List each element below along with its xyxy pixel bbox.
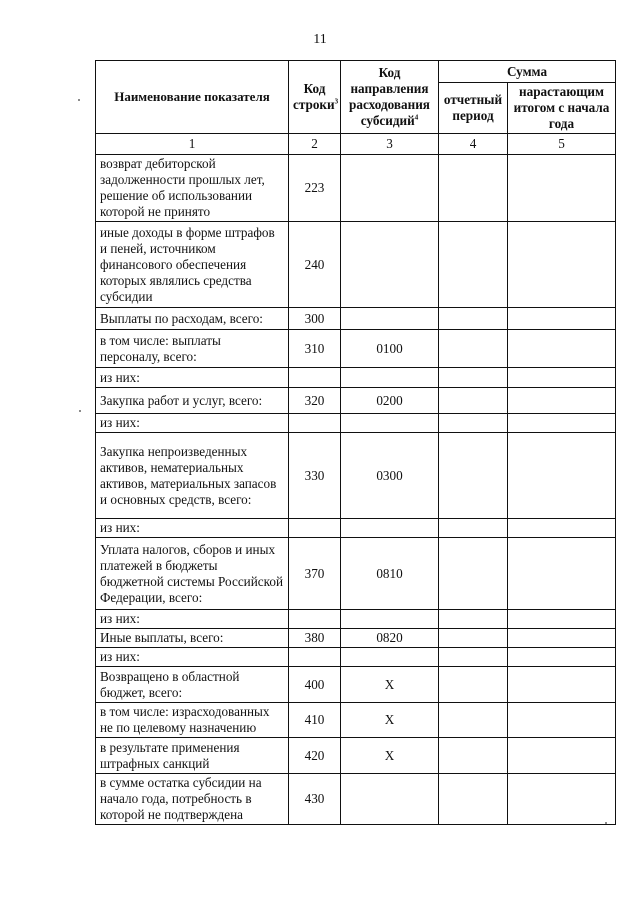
row-name: из них:	[96, 368, 289, 388]
column-number-row	[96, 134, 616, 155]
table-row	[96, 538, 616, 610]
row-line-code: 320	[289, 388, 341, 414]
column-number: 3	[341, 134, 439, 155]
row-direction-code	[341, 368, 439, 388]
table-row	[96, 222, 616, 308]
row-direction-code	[341, 222, 439, 308]
header-cumulative: нарастающим итогом с начала года	[508, 83, 616, 134]
row-name: возврат дебиторской задолженности прошлых лет, решение об использовании которой не принято	[96, 155, 289, 222]
row-line-code: 370	[289, 538, 341, 610]
table-row	[96, 667, 616, 703]
row-cumulative	[508, 433, 616, 519]
table-row	[96, 368, 616, 388]
scan-speck	[78, 99, 80, 101]
row-direction-code: 0300	[341, 433, 439, 519]
row-line-code: 410	[289, 703, 341, 738]
row-cumulative	[508, 155, 616, 222]
row-current-period	[439, 155, 508, 222]
table-row	[96, 703, 616, 738]
row-name: из них:	[96, 610, 289, 629]
row-line-code: 330	[289, 433, 341, 519]
row-name: в результате применения штрафных санкций	[96, 738, 289, 774]
row-current-period	[439, 308, 508, 330]
row-line-code: 430	[289, 774, 341, 825]
row-line-code: 400	[289, 667, 341, 703]
row-current-period	[439, 433, 508, 519]
direction-footnote: 4	[414, 113, 419, 122]
row-cumulative	[508, 703, 616, 738]
row-current-period	[439, 414, 508, 433]
row-current-period	[439, 538, 508, 610]
row-line-code: 223	[289, 155, 341, 222]
row-current-period	[439, 519, 508, 538]
row-cumulative	[508, 388, 616, 414]
table-row	[96, 648, 616, 667]
row-name: в том числе: израсходованных не по целевому назначению	[96, 703, 289, 738]
row-current-period	[439, 648, 508, 667]
row-name: из них:	[96, 648, 289, 667]
table-row	[96, 519, 616, 538]
row-current-period	[439, 703, 508, 738]
table-row	[96, 414, 616, 433]
row-cumulative	[508, 667, 616, 703]
row-cumulative	[508, 538, 616, 610]
row-name: иные доходы в форме штрафов и пеней, источником финансового обеспечения которых являлись средства субсидии	[96, 222, 289, 308]
row-line-code: 380	[289, 629, 341, 648]
page-number: 11	[313, 32, 327, 47]
line-code-footnote: 3	[334, 97, 339, 106]
row-direction-code: X	[341, 703, 439, 738]
row-line-code: 420	[289, 738, 341, 774]
table-row	[96, 433, 616, 519]
row-direction-code	[341, 519, 439, 538]
table-row	[96, 610, 616, 629]
column-number: 2	[289, 134, 341, 155]
row-cumulative	[508, 648, 616, 667]
table-row	[96, 330, 616, 368]
row-cumulative	[508, 774, 616, 825]
row-current-period	[439, 629, 508, 648]
header-sum: Сумма	[439, 61, 616, 83]
table-row	[96, 629, 616, 648]
row-direction-code	[341, 648, 439, 667]
row-line-code	[289, 648, 341, 667]
row-cumulative	[508, 414, 616, 433]
row-cumulative	[508, 330, 616, 368]
row-direction-code: 0200	[341, 388, 439, 414]
row-line-code: 300	[289, 308, 341, 330]
row-current-period	[439, 738, 508, 774]
row-direction-code: 0810	[341, 538, 439, 610]
row-direction-code	[341, 774, 439, 825]
row-line-code: 310	[289, 330, 341, 368]
row-current-period	[439, 610, 508, 629]
row-cumulative	[508, 610, 616, 629]
row-direction-code: X	[341, 667, 439, 703]
row-direction-code: 0100	[341, 330, 439, 368]
header-direction-code: Код направления расходования субсидий$^4$	[341, 61, 439, 134]
row-direction-code	[341, 414, 439, 433]
row-cumulative	[508, 308, 616, 330]
row-direction-code	[341, 155, 439, 222]
row-direction-code	[341, 610, 439, 629]
row-name: Иные выплаты, всего:	[96, 629, 289, 648]
row-cumulative	[508, 629, 616, 648]
row-current-period	[439, 330, 508, 368]
row-name: Уплата налогов, сборов и иных платежей в бюджеты бюджетной системы Российской Федерации, всего:	[96, 538, 289, 610]
table-row	[96, 155, 616, 222]
table-row	[96, 388, 616, 414]
row-cumulative	[508, 222, 616, 308]
row-current-period	[439, 774, 508, 825]
row-name: из них:	[96, 414, 289, 433]
row-direction-code	[341, 308, 439, 330]
header-indicator-name: Наименование показателя	[96, 61, 289, 134]
row-cumulative	[508, 738, 616, 774]
row-current-period	[439, 667, 508, 703]
row-direction-code: X	[341, 738, 439, 774]
row-name: в том числе: выплаты персоналу, всего:	[96, 330, 289, 368]
row-line-code	[289, 368, 341, 388]
header-current-period: отчетный период	[439, 83, 508, 134]
row-line-code	[289, 414, 341, 433]
row-line-code: 240	[289, 222, 341, 308]
row-current-period	[439, 388, 508, 414]
table-row	[96, 308, 616, 330]
row-line-code	[289, 519, 341, 538]
scan-speck	[79, 410, 81, 412]
scan-speck	[605, 822, 607, 824]
column-number: 1	[96, 134, 289, 155]
row-name: Закупка работ и услуг, всего:	[96, 388, 289, 414]
row-current-period	[439, 368, 508, 388]
row-cumulative	[508, 519, 616, 538]
header-line-code: Код строки$^3$	[289, 61, 341, 134]
row-name: в сумме остатка субсидии на начало года, потребность в которой не подтверждена	[96, 774, 289, 825]
report-table	[95, 60, 616, 825]
row-cumulative	[508, 368, 616, 388]
row-name: Закупка непроизведенных активов, нематериальных активов, материальных запасов и основных средств, всего:	[96, 433, 289, 519]
table-row	[96, 738, 616, 774]
row-name: Выплаты по расходам, всего:	[96, 308, 289, 330]
row-direction-code: 0820	[341, 629, 439, 648]
column-number: 5	[508, 134, 616, 155]
row-name: из них:	[96, 519, 289, 538]
row-current-period	[439, 222, 508, 308]
column-number: 4	[439, 134, 508, 155]
row-name: Возвращено в областной бюджет, всего:	[96, 667, 289, 703]
table-row	[96, 774, 616, 825]
row-line-code	[289, 610, 341, 629]
